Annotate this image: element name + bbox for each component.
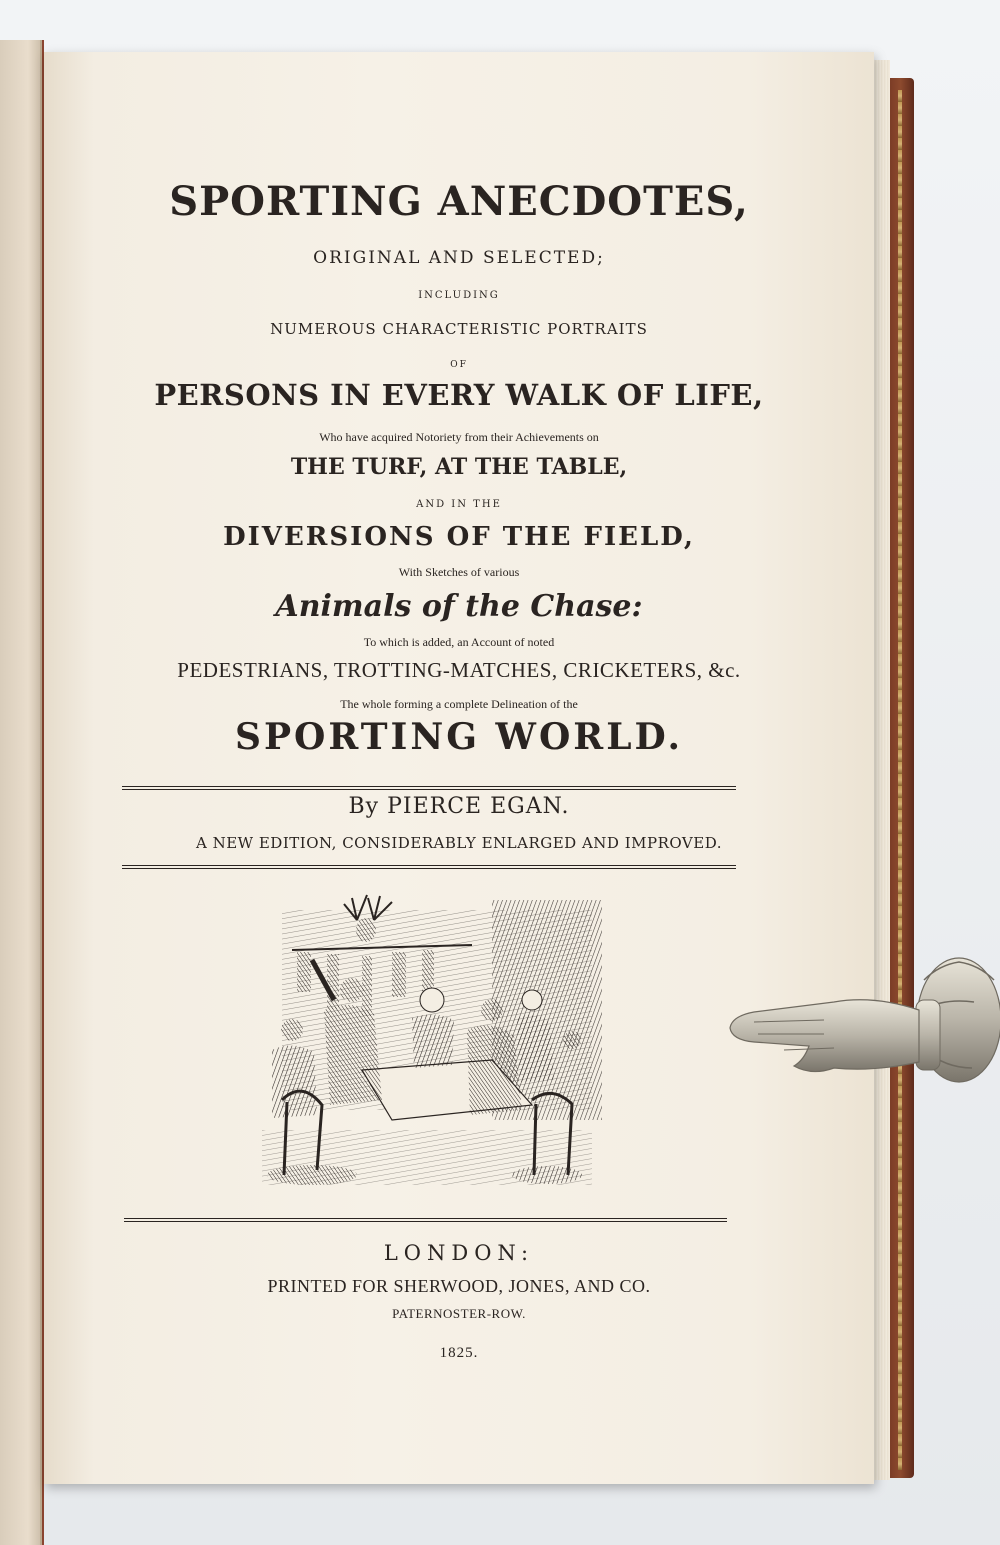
delineation-line: The whole forming a complete Delineation of the: [340, 697, 578, 711]
pedestrians-line: PEDESTRIANS, TROTTING-MATCHES, CRICKETERS, &c.: [177, 658, 741, 682]
and-in-the-line: AND IN THE: [416, 499, 502, 510]
silver-hand-bookmark: [724, 950, 1000, 1120]
double-rule-middle: [122, 865, 736, 869]
turf-line: THE TURF, AT THE TABLE,: [290, 454, 628, 480]
double-rule-bottom: [124, 1218, 727, 1222]
imprint-city: LONDON:: [383, 1241, 535, 1265]
including-line: INCLUDING: [418, 290, 500, 301]
book-subtitle: ORIGINAL AND SELECTED;: [313, 248, 605, 268]
imprint-address: PATERNOSTER-ROW.: [392, 1306, 526, 1321]
edition-line: A NEW EDITION, CONSIDERABLY ENLARGED AND IMPROVED.: [196, 834, 722, 852]
double-rule-top: [122, 786, 736, 790]
sporting-world-line: SPORTING WORLD.: [234, 716, 683, 758]
animals-line: Animals of the Chase:: [275, 589, 643, 624]
diversions-line: DIVERSIONS OF THE FIELD,: [223, 522, 695, 552]
of-line: OF: [450, 360, 468, 370]
title-page: [44, 52, 874, 1484]
imprint-printer: PRINTED FOR SHERWOOD, JONES, AND CO.: [267, 1276, 651, 1296]
persons-line: PERSONS IN EVERY WALK OF LIFE,: [154, 378, 764, 412]
sketches-line: With Sketches of various: [398, 565, 520, 579]
imprint-year: 1825.: [439, 1345, 479, 1361]
gilt-edge: [898, 90, 902, 1470]
left-endpaper: [0, 40, 42, 1545]
added-line: To which is added, an Account of noted: [363, 635, 555, 649]
tavern-scene-engraving: [242, 890, 602, 1200]
portraits-line: NUMEROUS CHARACTERISTIC PORTRAITS: [270, 320, 648, 338]
notoriety-line: Who have acquired Notoriety from their Achievements on: [319, 430, 599, 444]
book-title: SPORTING ANECDOTES,: [169, 178, 749, 225]
author-line: By PIERCE EGAN.: [348, 794, 570, 819]
